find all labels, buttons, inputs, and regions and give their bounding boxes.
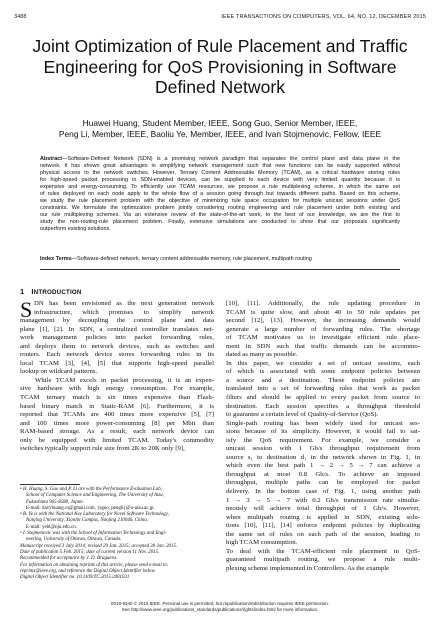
running-head [14,14,426,24]
abstract-line: study the non-routing-rule placement problem. Finally, extensive simulations are conducted to show that our proposals significantly [40,219,400,226]
footnotes [20,487,214,581]
body-text-line: TCAM ternary match is six times expensive than Flash- [20,394,214,402]
journal-header: IEEE TRANSACTIONS ON COMPUTERS, VOL. 64, NO. 12, DECEMBER 2015 [221,14,426,20]
author-line: Peng Li, Member, IEEE, Baoliu Ye, Member, IEEE, and Ivan Stojmenovic, Fellow, IEEE [58,129,382,139]
body-text-line: source s₁ to destination d₁ in the network shown in Fig. 1, in [226,453,420,461]
body-text-line: destination. Each session specifies a throughput threshold [226,402,420,410]
body-text-line: which even the best path 1 → 2 → 5 → 7 can achieve a [226,462,420,470]
abstract-line: our rule multiplexing schemes. Via an extensive review of the state-of-the-art work, to the best of our knowledge, we are the first to [40,212,400,219]
body-text-line: [10], [11]. Additionally, the rule updating procedure in [226,300,420,307]
footnote-line: For information on obtaining reprints of this article, please send e-mail to: [20,562,169,568]
footnote-line: Recommended for acceptance by J. D. Bruguera. [20,556,118,562]
index-terms [40,256,400,263]
footer-line: See http://www.ieee.org/publications_standards/publications/rights/index.html for more information. [121,606,319,612]
body-text-line: translated into a set of forwarding rules that work as packet [226,385,420,393]
body-text-line: TCAM is quite slow, and about 40 to 50 rule updates per [226,308,420,316]
footnote-line: Manuscript received 3 July 2014; revised 29 Jan. 2015; accepted 30 Jan. 2015. [20,543,178,549]
body-text-line: 1 → 3 → 5 → 7 with 0.2 Gb/s transmission rate simulta- [226,496,420,504]
body-text-line: the same set of rules on each path of the session, leading to [226,530,420,538]
copyright-footer [20,601,420,612]
body-text-line: sions because of its simplicity. However, it would fail to sat- [226,428,420,436]
abstract-line: for high-speed packet processing in SDN-enabled devices, can be supplied to each device with very limited quantity because it is [40,177,400,184]
footnote-line: Fukushima 965-8580, Japan. [26,499,84,505]
body-text-line: To deal with the TCAM-efficient rule placement in QoS- [226,547,420,555]
abstract-line: we study the rule placement problem with the objective of minimizing rule space occupation for multiple unicast sessions under QoS [40,198,400,205]
body-text-line: unicast session with 1 Gb/s throughput requirement from [226,445,420,453]
body-text-line: second [12], [13]. However, the increasing demands would [226,317,420,325]
footer-line: 0018-9340 © 2015 IEEE. Personal use is permitted, but republication/redistribution requires IEEE permission. [111,601,329,606]
body-text-line: plane [1], [2]. In SDN, a centralized controller translates net- [20,325,214,333]
footnote-line: E-mail: davyhuang.cs@gmail.com, {sguo, pengli}@u-aizu.ac.jp. [26,505,155,511]
section-title: INTRODUCTION [31,287,82,296]
footnote-line: E-mail: yebl@nju.edu.cn. [26,524,77,530]
body-text-line: While TCAM excels in packet processing, it is an expen- [35,376,214,384]
author-line: Huawei Huang, Student Member, IEEE, Song Guo, Senior Member, IEEE, [82,118,358,128]
body-text-line: reported that TCAMs are 400 times more expensive [5], [7] [20,411,214,419]
body-text-line: management by decoupling the control plane and data [20,317,214,325]
body-text-line: and deploys them to network devices, such as switches and [20,342,214,350]
body-text-line: delivery. In the bottom case of Fig. 1, using another path [226,488,420,496]
body-text-line: neously will achieve total throughput of 1 Gb/s. However, [226,505,420,513]
body-text-line: infrastructure, which promises to simplify network [34,308,214,316]
body-text-line: filters and should be applied to every packet from source to [226,394,420,402]
body-text-line: In this paper, we consider a set of unicast sessions, each [226,359,420,367]
body-text-line: to guarantee a certain level of Quality-of-Service (QoS). [226,411,379,419]
title-line: Engineering for QoS Provisioning in Software [43,56,397,77]
drop-cap: S [20,297,33,322]
body-text-line: only be equipped with limited TCAM. Today's commodity [20,436,214,444]
body-text-line: Single-path routing has been widely used for unicast ses- [226,419,420,427]
title-line: Joint Optimization of Rule Placement and Traffic [32,36,408,56]
abstract [40,156,400,234]
body-text-line: DN has been envisioned as the next generation network [34,300,214,307]
body-text-line: based binary match in Static-RAM [6]. Furthermore, it is [20,402,214,410]
abstract-line: of rules deployed on each node apply to the whole flow of a session going through but towards different paths. Based on this scheme, [40,191,400,198]
body-text-line: RAM-based storage. As a result, each network device can [20,428,214,436]
footnote-line: • H. Huang, S. Guo and P. Li are with the Performance Evaluation Lab, [20,487,162,492]
abstract-line: constraints. We formulate the optimization problem jointly considering routing engineering and rule placement under both existing and [40,205,400,212]
footnote-line: • B. Ye is with the National Key Laboratory for Novel Software Technology, [20,512,169,518]
footnote-line: neering, University of Ottawa, Ottawa, Canada. [26,537,122,543]
abstract-divider [40,269,400,270]
body-text-line: and 100 times more power-consuming [8] per Mbit than [20,419,214,427]
body-text-line: dated as many as possible. [226,351,298,359]
body-text-line: switches typically support rule size from 2K to 20K only [9], [20,445,185,453]
body-text-line: high TCAM consumption. [226,539,298,547]
body-text-line: plexing scheme implemented in Controllers. As the example [226,564,390,572]
footnote-line: Date of publication 5 Feb. 2015; date of current version 11 Nov. 2015. [20,549,160,555]
abstract-line: network. It has shown great advantages in simplifying network management such that new functions can be easily supported without [40,163,400,170]
body-text-line: isfy the QoS requirement. For example, we consider a [226,436,420,444]
body-text-line: generate a large number of forwarding rules. The shortage [226,325,420,333]
footnote-divider [20,484,80,485]
body-text-line: work management policies into packet forwarding rules, [20,334,214,342]
abstract-line: outperform existing solutions. [40,226,111,233]
body-text-line: of TCAM motivates us to investigate efficient rule place- [226,334,420,342]
body-text-line: local TCAM [3], [4], [5] that supports high-speed parallel [20,359,214,367]
paper-title [16,36,424,98]
body-text-line: ment in SDN such that traffic demands can be accommo- [226,342,420,350]
abstract-label: Abstract [40,156,63,162]
abstract-line: expensive and energy-consuming. To efficiently use TCAM resources, we propose a rule multiplexing scheme, in which the same set [40,184,400,191]
footnote-line: Nanjing University, Xianlin Campus, Nanjing 210046, China. [26,518,149,524]
author-list [20,118,420,140]
section-number: 1 [20,287,25,296]
body-text-line: a source and a destination. These endpoint policies are [226,376,420,384]
body-text-line: when multipath routing is applied in SDN, existing solu- [226,513,420,521]
body-text-line: throughput, multiple paths can be employed for packet [226,479,420,487]
right-column [226,300,420,574]
index-terms-text: —Software-defined network, ternary content addressable memory, rule placement, multipath routing [71,256,312,262]
abstract-line: Abstract—Software-Defined Network (SDN) is a promising network paradigm that separates the control plane and data plane in the [40,156,400,162]
body-text-line: guaranteed multipath routing, we propose a rule multi- [226,556,420,564]
body-text-line: routers. Each network device stores forwarding rules in its [20,351,214,359]
body-text-line: lookup on wildcard patterns. [20,368,98,376]
body-text-line: throughput at most 0.8 Gb/s. To achieve an imposed [226,470,420,478]
body-text-line: tions [10], [11], [14] enforce endpoint policies by duplicating [226,522,420,530]
body-text-line: of which is associated with some endpoint policies between [226,368,420,376]
index-terms-label: Index Terms [40,256,72,262]
section-heading [20,287,82,296]
footnote-line: • I. Stojmenovic was with the School of Information Technology and Engi- [20,531,167,537]
left-column [20,297,214,454]
title-line: Defined Network [154,77,286,97]
footnote-line: Digital Object Identifier no. 10.1109/TC.2015.2401031 [20,575,130,581]
footnote-line: reprints@ieee.org, and reference the Digital Object Identifier below. [20,568,156,574]
footnote-line: School of Computer Science and Engineering, The University of Aizu, [26,493,164,499]
abstract-line: physical access to the network switches. However, Ternary Content Addressable Memory (TCAM), as a critical hardware storing rules [40,170,400,177]
body-text-line: sive hardware with high energy consumption. For example, [20,385,214,393]
page-number: 3488 [14,14,27,20]
